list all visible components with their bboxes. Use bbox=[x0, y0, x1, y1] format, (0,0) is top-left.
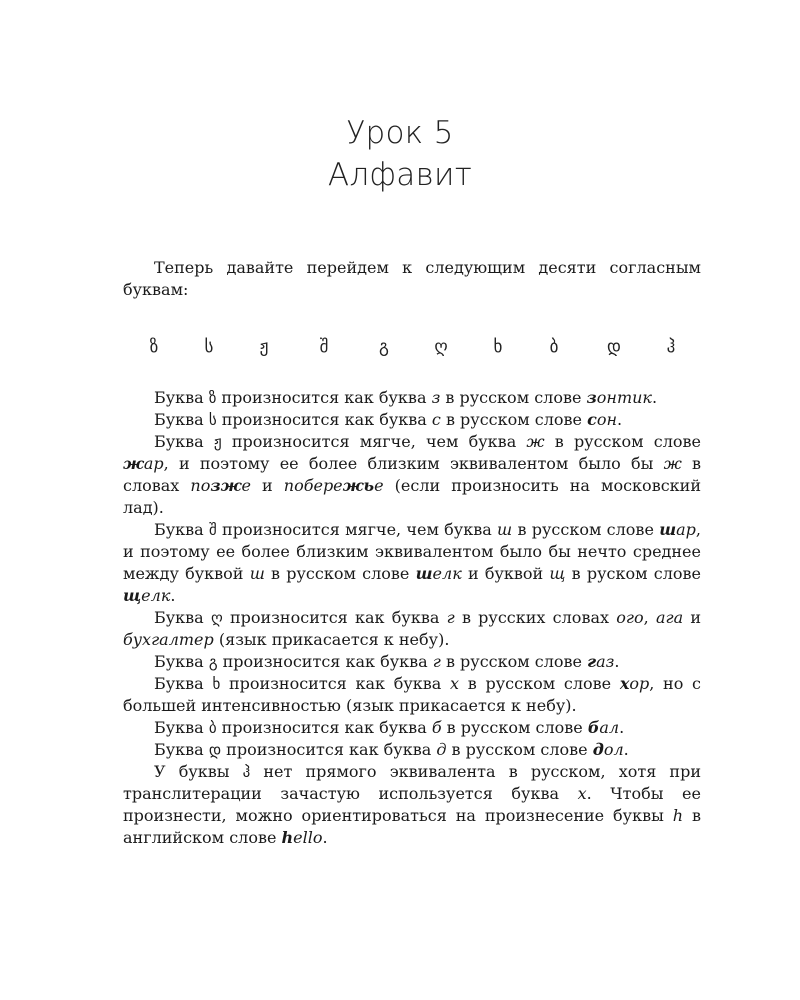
georgian-letter: ღ bbox=[434, 337, 448, 357]
description-paragraph bbox=[123, 651, 701, 673]
georgian-letter: გ bbox=[379, 337, 389, 357]
intro-text: Теперь давайте перейдем к следующим десяти согласным буквам: bbox=[123, 258, 701, 299]
italic-run: ш bbox=[249, 564, 265, 583]
text-run: . Чтобы ее произнести, можно ориентироваться на произнесение буквы bbox=[123, 784, 701, 825]
italic-run: е bbox=[241, 476, 251, 495]
text-run: нет прямого эквивалента в русском, хотя при транслитерации зачастую используется буква bbox=[123, 762, 701, 803]
georgian-letters-row bbox=[123, 336, 701, 360]
bold-italic-run: с bbox=[587, 410, 597, 429]
georgian-letter: ბ bbox=[549, 337, 559, 357]
text-run: Буква bbox=[154, 432, 214, 451]
italic-run: онтик bbox=[596, 388, 652, 407]
italic-run: е bbox=[374, 476, 384, 495]
text-run: произносится мягче, чем буква bbox=[216, 520, 498, 539]
text-run: в словах bbox=[123, 454, 701, 495]
georgian-letter-inline: ს bbox=[208, 411, 217, 429]
bold-italic-run: ж bbox=[123, 454, 144, 473]
text-run: в русских словах bbox=[454, 608, 617, 627]
georgian-letter: შ bbox=[319, 337, 329, 357]
text-run: У буквы bbox=[154, 762, 243, 781]
georgian-letter: ჰ bbox=[666, 337, 676, 357]
text-run: в русском слове bbox=[512, 520, 660, 539]
italic-run: по bbox=[190, 476, 211, 495]
text-run: в английском слове bbox=[123, 806, 702, 847]
text-run: произносится как буква bbox=[220, 674, 451, 693]
letter-descriptions bbox=[123, 387, 701, 849]
text-run: в русском слове bbox=[440, 388, 587, 407]
text-run: (язык прикасается к небу). bbox=[213, 630, 450, 649]
italic-run: х bbox=[450, 674, 460, 693]
bold-italic-run: жь bbox=[342, 476, 375, 495]
bold-italic-run: щ bbox=[123, 586, 142, 605]
bold-italic-run: д bbox=[592, 740, 604, 759]
text-run: Буква bbox=[154, 520, 209, 539]
italic-run: h bbox=[672, 806, 684, 825]
text-run: и bbox=[250, 476, 284, 495]
text-run: . bbox=[651, 388, 658, 407]
description-paragraph bbox=[123, 717, 701, 739]
text-run: , и поэтому ее более близким эквивалентом было бы bbox=[163, 454, 664, 473]
georgian-letter-inline: გ bbox=[208, 653, 218, 671]
georgian-letter: ზ bbox=[149, 337, 159, 357]
lesson-number: Урок 5 bbox=[346, 115, 454, 151]
italic-run: ага bbox=[655, 608, 684, 627]
text-run: Буква bbox=[154, 740, 209, 759]
text-run: . bbox=[619, 718, 625, 737]
bold-italic-run: з bbox=[586, 388, 597, 407]
italic-run: ого bbox=[616, 608, 644, 627]
italic-run: ал bbox=[599, 718, 620, 737]
italic-run: он bbox=[596, 410, 618, 429]
text-run: Буква bbox=[154, 652, 209, 671]
text-run: в русском слове bbox=[264, 564, 416, 583]
georgian-letter-inline: დ bbox=[208, 741, 222, 759]
italic-run: аз bbox=[596, 652, 615, 671]
text-run: в русском слове bbox=[441, 718, 588, 737]
description-paragraph bbox=[123, 739, 701, 761]
georgian-letter-inline: ჟ bbox=[213, 433, 222, 451]
description-paragraph bbox=[123, 387, 701, 409]
text-run: произносится как буква bbox=[216, 718, 432, 737]
description-paragraph bbox=[123, 431, 701, 519]
text-run: . bbox=[614, 652, 620, 671]
text-run: произносится как буква bbox=[217, 652, 433, 671]
description-paragraph bbox=[123, 607, 701, 651]
text-run: произносится как буква bbox=[216, 388, 432, 407]
georgian-letter-inline: ჰ bbox=[242, 763, 251, 781]
italic-run: щ bbox=[549, 564, 566, 583]
georgian-letter: ჟ bbox=[259, 337, 269, 357]
text-run: произносится мягче, чем буква bbox=[221, 432, 527, 451]
description-paragraph bbox=[123, 409, 701, 431]
italic-run: с bbox=[431, 410, 441, 429]
intro-paragraph bbox=[123, 257, 701, 301]
text-run: произносится как буква bbox=[222, 608, 447, 627]
italic-run: з bbox=[431, 388, 441, 407]
text-run: . bbox=[322, 828, 328, 847]
italic-run: елк bbox=[141, 586, 171, 605]
text-run: Буква bbox=[154, 388, 209, 407]
bold-italic-run: х bbox=[619, 674, 630, 693]
italic-run: ш bbox=[497, 520, 513, 539]
text-run: произносится как буква bbox=[216, 410, 432, 429]
georgian-letter-inline: ღ bbox=[210, 609, 223, 627]
italic-run: бухгалтер bbox=[123, 630, 214, 649]
italic-run: б bbox=[431, 718, 442, 737]
text-run: в русском слове bbox=[544, 432, 702, 451]
text-run: в русском слове bbox=[446, 740, 593, 759]
text-run: и bbox=[683, 608, 702, 627]
lesson-title: Алфавит bbox=[327, 157, 473, 193]
text-run: в русском слове bbox=[459, 674, 620, 693]
italic-run: елк bbox=[432, 564, 462, 583]
italic-run: ж bbox=[663, 454, 682, 473]
italic-run: х bbox=[577, 784, 587, 803]
italic-run: ор bbox=[629, 674, 650, 693]
text-run: Буква bbox=[154, 718, 209, 737]
lesson-header bbox=[0, 112, 800, 196]
description-paragraph bbox=[123, 761, 701, 849]
text-run: Буква bbox=[154, 674, 213, 693]
text-run: , bbox=[643, 608, 656, 627]
bold-italic-run: г bbox=[587, 652, 597, 671]
georgian-letter: ს bbox=[204, 337, 214, 357]
text-run: Буква bbox=[154, 410, 209, 429]
text-run: Буква bbox=[154, 608, 211, 627]
bold-italic-run: h bbox=[281, 828, 294, 847]
text-run: и буквой bbox=[461, 564, 550, 583]
text-run: . bbox=[170, 586, 176, 605]
italic-run: ол bbox=[603, 740, 624, 759]
text-run: , и поэтому ее более близким эквивалентом было бы нечто среднее между буквой bbox=[123, 520, 701, 583]
italic-run: побере bbox=[283, 476, 343, 495]
bold-italic-run: зж bbox=[210, 476, 242, 495]
text-run: в руском слове bbox=[565, 564, 701, 583]
text-run: , но с большей интенсивностью (язык прикасается к небу). bbox=[123, 674, 702, 715]
georgian-letter-inline: ბ bbox=[208, 719, 217, 737]
text-run: в русском слове bbox=[440, 410, 588, 429]
text-run: (если произносить на московский лад). bbox=[123, 476, 701, 517]
description-paragraph bbox=[123, 673, 701, 717]
italic-run: ар bbox=[143, 454, 164, 473]
description-paragraph bbox=[123, 519, 701, 607]
italic-run: г bbox=[446, 608, 455, 627]
georgian-letter-inline: შ bbox=[209, 521, 217, 539]
italic-run: г bbox=[432, 652, 441, 671]
georgian-letter-inline: ხ bbox=[212, 675, 221, 693]
bold-italic-run: ш bbox=[415, 564, 433, 583]
italic-run: ар bbox=[676, 520, 696, 539]
bold-italic-run: ш bbox=[659, 520, 677, 539]
text-run: . bbox=[623, 740, 629, 759]
italic-run: ж bbox=[526, 432, 545, 451]
text-run: произносится как буква bbox=[221, 740, 437, 759]
italic-run: д bbox=[436, 740, 447, 759]
italic-run: ello bbox=[293, 828, 323, 847]
text-run: в русском слове bbox=[440, 652, 588, 671]
georgian-letter: დ bbox=[607, 337, 621, 357]
georgian-letter: ხ bbox=[493, 337, 503, 357]
text-run: . bbox=[617, 410, 623, 429]
georgian-letter-inline: ზ bbox=[208, 389, 217, 407]
bold-italic-run: б bbox=[587, 718, 600, 737]
